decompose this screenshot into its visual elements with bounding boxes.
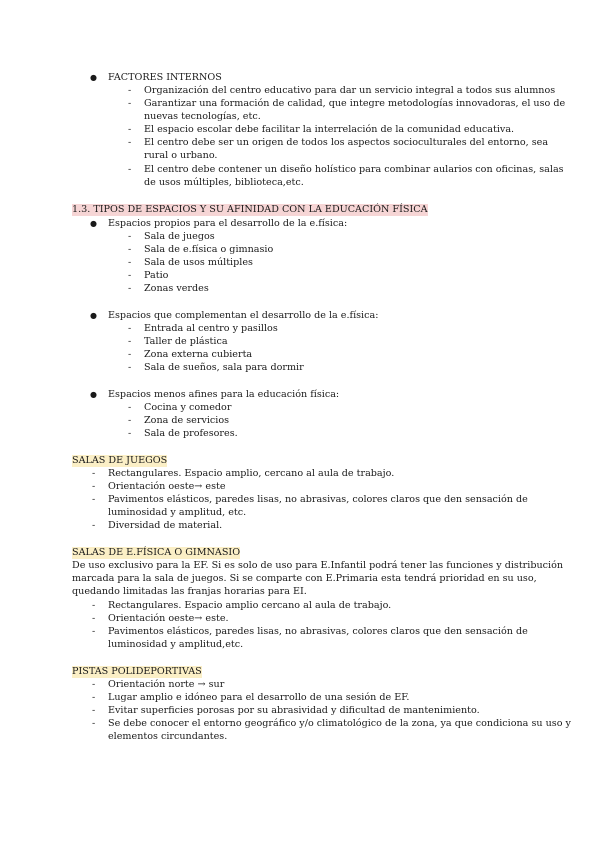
list-item: - Orientación oeste→ este	[108, 481, 226, 493]
list-item: - Organización del centro educativo para dar un servicio integral a todos sus alumnos	[144, 85, 555, 97]
list-item: - Zona externa cubierta	[144, 349, 252, 361]
list-item: - Entrada al centro y pasillos	[144, 323, 278, 335]
list-item: - Rectangulares. Espacio amplio cercano al aula de trabajo.	[108, 600, 391, 612]
list-item: - Sala de e.física o gimnasio	[144, 244, 273, 256]
list-item: - Se debe conocer el entorno geográfico y/o climatológico de la zona, ya que condiciona su uso y	[108, 718, 571, 730]
list-item: - Rectangulares. Espacio amplio, cercano al aula de trabajo.	[108, 468, 394, 480]
section-heading-pistas: PISTAS POLIDEPORTIVAS	[72, 666, 202, 677]
list-item: - El espacio escolar debe facilitar la interrelación de la comunidad educativa.	[144, 124, 514, 136]
list-item: - Lugar amplio e idóneo para el desarrollo de una sesión de EF.	[108, 692, 409, 704]
section-heading-salas-juegos: SALAS DE JUEGOS	[72, 455, 168, 466]
list-item: - Evitar superficies porosas por su abrasividad y dificultad de mantenimiento.	[108, 705, 480, 717]
paragraph-line: quedando limitadas las franjas horarias para EI.	[72, 586, 307, 597]
list-item: - Zonas verdes	[144, 283, 209, 295]
paragraph-line: marcada para la sala de juegos. Si se comparte con E.Primaria esta tendrá prioridad en su uso,	[72, 573, 537, 584]
list-item: - Sala de profesores.	[144, 428, 238, 440]
list-item-cont: luminosidad y amplitud, etc.	[108, 507, 247, 518]
list-item: - El centro debe ser un origen de todos los aspectos socioculturales del entorno, sea	[144, 137, 548, 149]
list-item: - Pavimentos elásticos, paredes lisas, no abrasivas, colores claros que den sensación de	[108, 494, 528, 506]
list-item: - Diversidad de material.	[108, 520, 222, 532]
factores-title: ● FACTORES INTERNOS	[108, 72, 222, 84]
list-item-cont: elementos circundantes.	[108, 731, 228, 742]
list-item: - Orientación oeste→ este.	[108, 613, 229, 625]
list-item-cont: de usos múltiples, biblioteca,etc.	[144, 177, 304, 188]
section-heading-tipos: 1.3. TIPOS DE ESPACIOS Y SU AFINIDAD CON LA EDUCACIÓN FÍSICA	[72, 204, 428, 215]
group-title: ● Espacios menos afines para la educación física:	[108, 389, 339, 401]
list-item: - Sala de usos múltiples	[144, 257, 253, 269]
list-item-cont: luminosidad y amplitud,etc.	[108, 639, 244, 650]
list-item: - Orientación norte → sur	[108, 679, 224, 691]
list-item-cont: nuevas tecnologías, etc.	[144, 111, 261, 122]
list-item: - Cocina y comedor	[144, 402, 231, 414]
paragraph-line: De uso exclusivo para la EF. Si es solo de uso para E.Infantil podrá tener las funciones y distribución	[72, 560, 564, 571]
list-item: - Zona de servicios	[144, 415, 229, 427]
group-title: ● Espacios propios para el desarrollo de la e.física:	[108, 218, 347, 230]
list-item: - Pavimentos elásticos, paredes lisas, no abrasivas, colores claros que den sensación de	[108, 626, 528, 638]
list-item: - Garantizar una formación de calidad, que integre metodologías innovadoras, el uso de	[144, 98, 565, 110]
list-item: - Sala de sueños, sala para dormir	[144, 362, 304, 374]
list-item: - El centro debe contener un diseño holístico para combinar aularios con oficinas, salas	[144, 164, 564, 176]
list-item-cont: rural o urbano.	[144, 150, 218, 161]
section-heading-salas-ef: SALAS DE E.FÍSICA O GIMNASIO	[72, 547, 241, 558]
list-item: - Taller de plástica	[144, 336, 228, 348]
list-item: - Patio	[144, 270, 168, 282]
group-title: ● Espacios que complementan el desarrollo de la e.física:	[108, 310, 378, 322]
list-item: - Sala de juegos	[144, 231, 215, 243]
